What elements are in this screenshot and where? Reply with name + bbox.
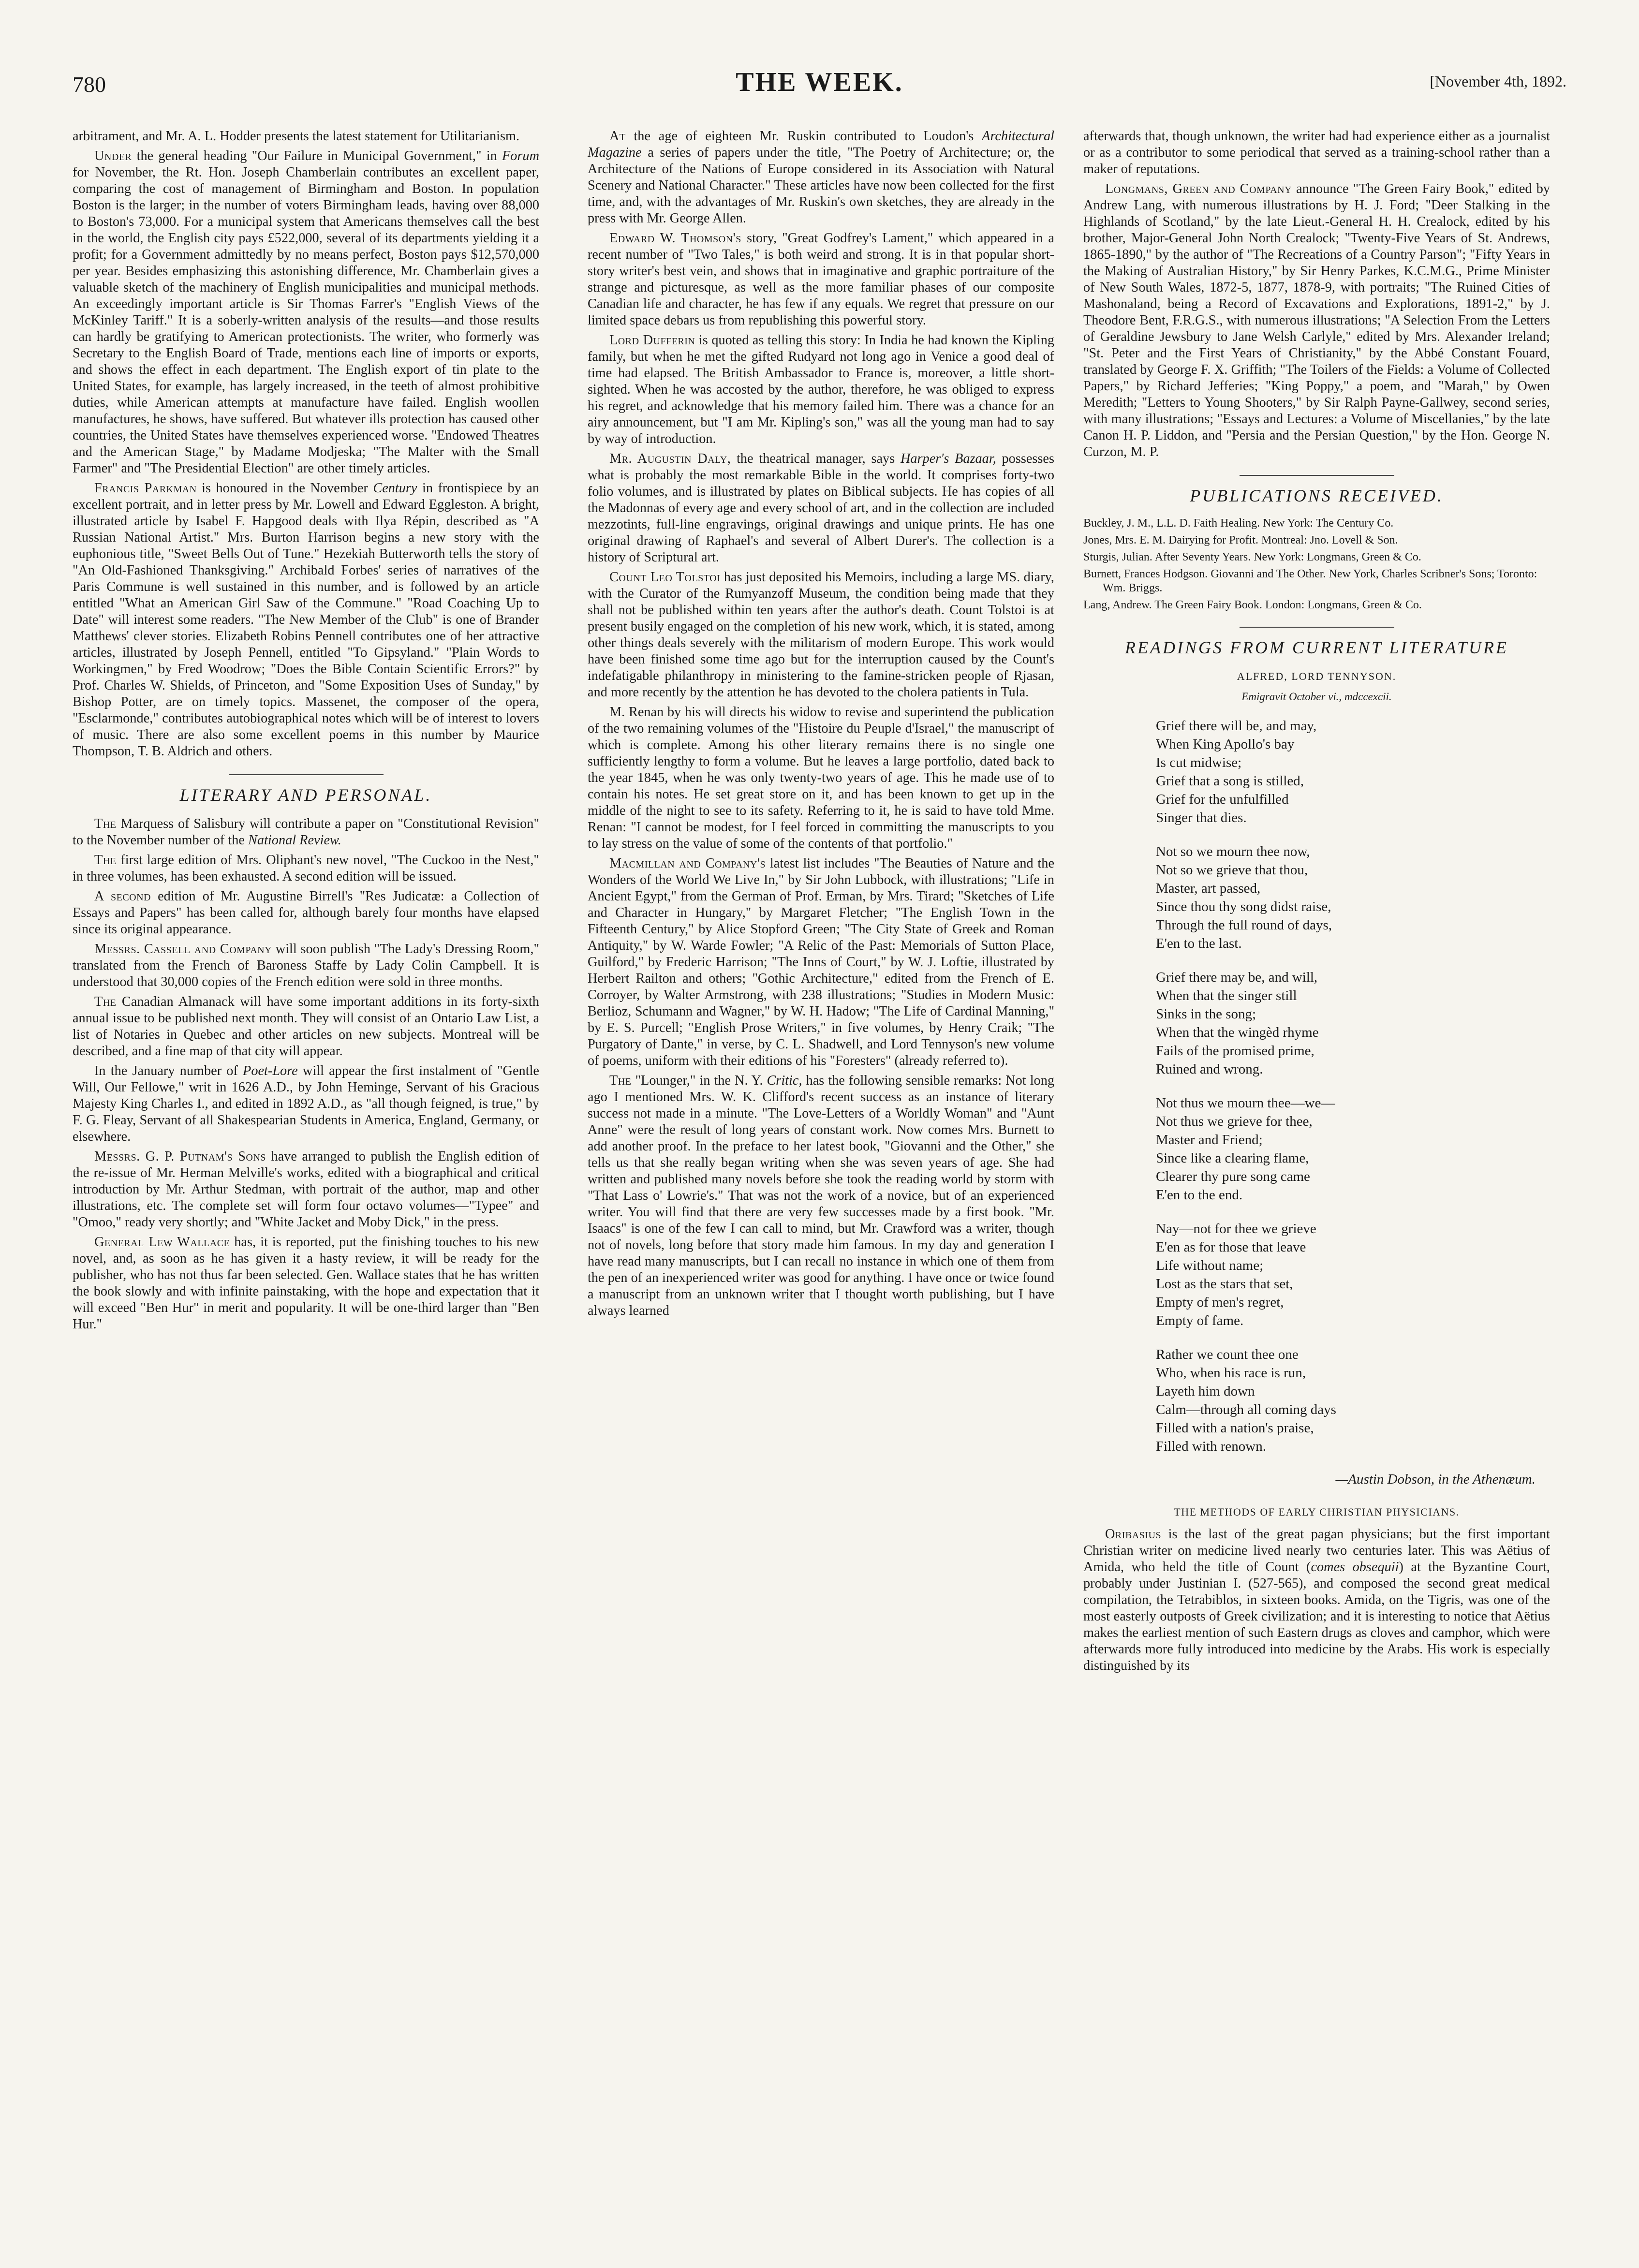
- section-heading-publications: PUBLICATIONS RECEIVED.: [1190, 486, 1444, 505]
- poem-stanza: Grief there will be, and may, When King Apollo's bay Is cut midwise; Grief that a song is stilled, Grief for the unfulfilled Singer that dies.: [1156, 718, 1317, 825]
- paragraph: In the January number of Poet-Lore will appear the first instalment of "Gentle Will, Our Fellowe," writ in 1626 A.D., by John Heminge, Servant of his Gracious Majesty King Charles I., and edited in 1892 A.D., as "all though feigned, is true," by F. G. Fleay, Servant of all Shakespearian Students in America, England, Germany, or elsewhere.: [73, 1063, 539, 1144]
- paragraph: Edward W. Thomson's story, "Great Godfrey's Lament," which appeared in a recent number of "Two Tales," is both weird and strong. It is in that popular short-story writer's best vein, and shows that in imaginative and graphic portraiture of the strange and picturesque, as well as the more familiar phases of our composite Canadian life and character, he has few if any equals. We regret that pressure on our limited space debars us from republishing this powerful story.: [588, 231, 1054, 328]
- poem-stanza: Not so we mourn thee now, Not so we grieve that thou, Master, art passed, Since thou thy song didst raise, Through the full round of days, E'en to the last.: [1156, 844, 1332, 951]
- divider: [1240, 475, 1394, 476]
- divider: [1240, 627, 1394, 628]
- paragraph: Messrs. Cassell and Company will soon publish "The Lady's Dressing Room," translated from the French of Baroness Staffe by Lady Colin Campbell. It is understood that 30,000 copies of the French edition were sold in three months.: [73, 942, 539, 989]
- paragraph: Under the general heading "Our Failure in Municipal Government," in Forum for November, the Rt. Hon. Joseph Chamberlain contributes an excellent paper, comparing the cost of management of Birmingham and Boston. In population Boston is the larger; in the number of voters Birmingham leads, having over 88,000 to Boston's 73,000. For a municipal system that Americans themselves call the best in the world, the English city pays £522,000, several of its departments yielding it a profit; for a Government admittedly by no means perfect, Boston pays $12,570,000 per year. Besides emphasizing this astonishing difference, Mr. Chamberlain gives a valuable sketch of the machinery of English municipalities and municipal methods. An exceedingly important article is Sir Thomas Farrer's "English Views of the McKinley Tariff." It is a soberly-written analysis of the results—and those results can hardly be gratifying to American protectionists. The writer, who formerly was Secretary to the English Board of Trade, mentions each line of imports or exports, and shows the effect in each department. The English export of tin plate to the United States, for example, has largely increased, in the teeth of almost prohibitive duties, while American attempts at manufacture have failed. English woollen manufactures, he shows, have suffered. But whatever ills protection has caused other countries, the United States have themselves experienced worse. "Endowed Theatres and the American Stage," by Madame Modjeska; "The Malter with the Small Farmer" and "The Presidential Election" are other timely articles.: [73, 148, 539, 476]
- section-heading: LITERARY AND PERSONAL.: [179, 785, 432, 805]
- paragraph: The Marquess of Salisbury will contribute a paper on "Constitutional Revision" to the November number of the National Review.: [73, 816, 539, 848]
- poem-stanza: Not thus we mourn thee—we— Not thus we grieve for thee, Master and Friend; Since like a clearing flame, Clearer thy pure song came E'en to the end.: [1156, 1095, 1335, 1203]
- paragraph: Messrs. G. P. Putnam's Sons have arranged to publish the English edition of the re-issue of Mr. Herman Melville's works, edited with a biographical and critical introduction by Mr. Arthur Stedman, with portrait of the author, map and other illustrations, etc. The complete set will form four octavo volumes—"Typee" and "Omoo," ready very shortly; and "White Jacket and Moby Dick," in the press.: [73, 1149, 539, 1230]
- paragraph: The Canadian Almanack will have some important additions in its forty-sixth annual issue to be published next month. They will consist of an Ontario Law List, a list of Notaries in Quebec and other articles on new subjects. Montreal will be described, and a fine map of that city will appear.: [73, 994, 539, 1059]
- paragraph: Lord Dufferin is quoted as telling this story: In India he had known the Kipling family, but when he met the gifted Rudyard not long ago in Venice a good deal of time had elapsed. The British Ambassador to France is, moreover, a little short-sighted. When he was accosted by the author, therefore, he was obliged to express his regret, and acknowledge that his memory failed him. There was a chance for an airy announcement, but "I am Mr. Kipling's son," was all the young man had to say by way of introduction.: [588, 333, 1054, 446]
- article-heading: THE METHODS OF EARLY CHRISTIAN PHYSICIANS.: [1174, 1506, 1460, 1518]
- poem-date: Emigravit October vi., mdccexcii.: [1241, 691, 1392, 703]
- paragraph: afterwards that, though unknown, the writer had had experience either as a journalist or as a contributor to some periodical that served as a training-school rather than a maker of reputations.: [1083, 129, 1550, 177]
- paragraph: Longmans, Green and Company announce "The Green Fairy Book," edited by Andrew Lang, with numerous illustrations by H. J. Ford; "Deer Stalking in the Highlands of Scotland," by the late Lieut.-General H. H. Crealock, edited by his brother, Major-General John North Crealock; "Twenty-Five Years of St. Andrews, 1865-1890," by the author of "The Recreations of a Country Parson"; "Fifty Years in the Making of Australian History," by Sir Henry Parkes, K.C.M.G., Prime Minister of New South Wales, 1872-5, 1877, 1878-9, with portraits; "The Ruined Cities of Mashonaland, being a Record of Excavations and Explorations, 1891-2," by J. Theodore Bent, F.R.G.S., with numerous illustrations; "A Selection From the Letters of Geraldine Jewsbury to Jane Welsh Carlyle," edited by Mrs. Alexander Ireland; "St. Peter and the First Years of Christianity," by the Abbé Constant Fouard, translated by George F. X. Griffith; "The Toilers of the Fields: a Volume of Collected Papers," by Richard Jefferies; "King Poppy," a poem, and "Marah," by Owen Meredith; "Letters to Young Shooters," by Sir Ralph Payne-Gallwey, second series, with many illustrations; "Essays and Lectures: a Volume of Miscellanies," by the late Canon H. P. Liddon, and "Persia and the Persian Question," by the Hon. George N. Curzon, M. P.: [1083, 181, 1550, 459]
- column-2: [588, 128, 1054, 2251]
- paragraph: The first large edition of Mrs. Oliphant's new novel, "The Cuckoo in the Nest," in three volumes, has been exhausted. A second edition will be issued.: [73, 853, 539, 884]
- paragraph: M. Renan by his will directs his widow to revise and superintend the publication of the two remaining volumes of the "Histoire du Peuple d'Israel," the manuscript of which is complete. Among his other literary remains there is no single one sufficiently lengthy to form a volume. But he leaves a large portfolio, dated back to the year 1845, when he was only twenty-two years of age. This he made use of to contain his notes. He set great store on it, and has been known to get up in the middle of the night to see to its safety. Referring to it, he is said to have told Mme. Renan: "I cannot be modest, for I feel forced in committing the manuscripts to you to lay stress on the value of some of the contents of that portfolio.": [588, 705, 1054, 851]
- list-item: Lang, Andrew. The Green Fairy Book. London: Longmans, Green & Co.: [1083, 599, 1422, 611]
- issue-date: [November 4th, 1892.: [1430, 73, 1566, 90]
- poem-stanza: Rather we count thee one Who, when his race is run, Layeth him down Calm—through all coming days Filled with a nation's praise, Filled with renown.: [1156, 1347, 1336, 1454]
- page-number: 780: [73, 72, 106, 97]
- paragraph: Mr. Augustin Daly, the theatrical manager, says Harper's Bazaar, possesses what is probably the most remarkable Bible in the world. It comprises forty-two folio volumes, and is illustrated by plates on Biblical subjects. He has copies of all the Madonnas of every age and every school of art, and in the collection are included mezzotints, full-line engravings, original drawings and unique prints. He has one original drawing of Raphael's and several of Albert Durer's. The collection is a history of Scriptural art.: [588, 451, 1054, 565]
- poem-attribution: —Austin Dobson, in the Athenæum.: [1335, 1472, 1536, 1487]
- poem-stanza: Nay—not for thee we grieve E'en as for those that leave Life without name; Lost as the stars that set, Empty of men's regret, Empty of fame.: [1156, 1221, 1316, 1328]
- paragraph: The "Lounger," in the N. Y. Critic, has the following sensible remarks: Not long ago I mentioned Mrs. W. K. Clifford's recent success as an instance of literary success not made in a minute. "The Love-Letters of a Worldly Woman" and "Aunt Anne" were the result of long years of constant work. Now comes Mrs. Burnett to add another proof. In the preface to her latest book, "Giovanni and the Other," she tells us that she really began writing when she was seven years of age. She had written and published many novels before she took the reading world by storm with "That Lass o' Lowrie's." That was not the work of a novice, but of an experienced writer. You will find that there are very few successes made by a first book. "Mr. Isaacs" is one of the few I can call to mind, but Mr. Crawford was a writer, though not of novels, long before that story made him famous. In my day and generation I have read many manuscripts, but I can recall no instance in which one of them from the pen of an inexperienced writer was good for anything. I have once or twice found a manuscript from an unknown writer that I thought worth publishing, but I have always learned: [588, 1073, 1054, 1318]
- poem-title: ALFRED, LORD TENNYSON.: [1237, 670, 1397, 682]
- paragraph: A second edition of Mr. Augustine Birrell's "Res Judicatæ: a Collection of Essays and Papers" has been called for, although barely four months have elapsed since its original appearance.: [73, 889, 539, 937]
- paragraph: General Lew Wallace has, it is reported, put the finishing touches to his new novel, and, as soon as he has given it a hasty review, it will be ready for the publisher, who has not thus far been selected. Gen. Wallace states that he has written the book slowly and with infinite painstaking, with the hope and expectation that it will exceed "Ben Hur" in merit and popularity. It will be one-third larger than "Ben Hur.": [73, 1235, 539, 1332]
- paragraph: At the age of eighteen Mr. Ruskin contributed to Loudon's Architectural Magazine a series of papers under the title, "The Poetry of Architecture; or, the Architecture of the Nations of Europe considered in its Association with Natural Scenery and National Character." These articles have now been collected for the first time, and, with the advantages of Mr. Ruskin's own sketches, they are already in the press with Mr. George Allen.: [588, 129, 1054, 226]
- list-item: Jones, Mrs. E. M. Dairying for Profit. Montreal: Jno. Lovell & Son.: [1083, 534, 1398, 546]
- paragraph: Count Leo Tolstoi has just deposited his Memoirs, including a large MS. diary, with the Curator of the Rumyanzoff Museum, the condition being made that they shall not be published within ten years after the author's death. Count Tolstoi is at present busily engaged on the completion of his new work, which, it is stated, among other things deals severely with the militarism of modern Europe. This work would have been finished some time ago but for the interruption caused by the Count's indefatigable philanthropy in ministering to the famine-stricken people of Rjasan, and more recently by the attention he has devoted to the cholera patients in Tula.: [588, 570, 1054, 700]
- page-header: [73, 25, 1566, 98]
- paragraph: Oribasius is the last of the great pagan physicians; but the first important Christian writer on medicine lived nearly two centuries later. This was Aëtius of Amida, who held the title of Count (comes obsequii) at the Byzantine Court, probably under Justinian I. (527-565), and composed the second great medical compilation, the Tetrabiblos, in sixteen books. Amida, on the Tigris, was one of the most easterly outposts of Greek civilization; and it is interesting to notice that Aëtius makes the earliest mention of such Eastern drugs as cloves and camphor, which were afterwards more fully introduced into medicine by the Arabs. His work is especially distinguished by its: [1083, 1527, 1550, 1673]
- column-3: [1083, 128, 1550, 2251]
- masthead-title: THE WEEK.: [736, 67, 903, 97]
- column-1: [73, 128, 539, 2251]
- divider: [229, 774, 384, 775]
- poem-stanza: Grief there may be, and will, When that the singer still Sinks in the song; When that the wingèd rhyme Fails of the promised prime, Ruined and wrong.: [1156, 970, 1319, 1077]
- list-item: Burnett, Frances Hodgson. Giovanni and The Other. New York, Charles Scribner's Sons; Toronto: Wm. Briggs.: [1083, 568, 1537, 594]
- section-heading-readings: READINGS FROM CURRENT LITERATURE: [1125, 638, 1508, 657]
- paragraph: arbitrament, and Mr. A. L. Hodder presents the latest statement for Utilitarianism.: [73, 129, 520, 144]
- list-item: Buckley, J. M., L.L. D. Faith Healing. New York: The Century Co.: [1083, 517, 1394, 530]
- paragraph: Macmillan and Company's latest list includes "The Beauties of Nature and the Wonders of the World We Live In," by Sir John Lubbock, with illustrations; "Life in Ancient Egypt," from the German of Prof. Erman, by Mrs. Tirard; "Sketches of Life and Character in Hungary," by Margaret Fletcher; "The English Town in the Fifteenth Century," by Alice Stopford Green; "The City State of Greek and Roman Antiquity," by W. Warde Fowler; "A Relic of the Past: Memorials of Sutton Place, Guilford," by Frederic Harrison; "The Inns of Court," by W. J. Loftie, illustrated by Herbert Railton and others; "Gothic Architecture," edited from the French of E. Corroyer, by Walter Armstrong, with 238 illustrations; "Studies in Modern Music: Berlioz, Schumann and Wagner," by W. H. Hadow; "The Life of Cardinal Manning," by E. S. Purcell; "English Prose Writers," in five volumes, by Henry Craik; "The Purgatory of Dante," in verse, by C. L. Shadwell, and Lord Tennyson's new volume of poems, uniform with their editions of his "Foresters" (already referred to).: [588, 856, 1054, 1068]
- list-item: Sturgis, Julian. After Seventy Years. New York: Longmans, Green & Co.: [1083, 551, 1421, 563]
- paragraph: Francis Parkman is honoured in the November Century in frontispiece by an excellent portrait, and in letter press by Mr. Lowell and Edward Eggleston. A bright, illustrated article by Isabel F. Hapgood deals with Ilya Répin, described as "A Russian National Artist." Mrs. Burton Harrison begins a new story with the euphonious title, "Sweet Bells Out of Tune." Hezekiah Butterworth tells the story of "An Old-Fashioned Thanksgiving." Archibald Forbes' series of narratives of the Paris Commune is well sustained in this number, and is followed by an article entitled "What an American Girl Saw of the Commune." "Road Coaching Up to Date" will interest some readers. "The New Member of the Club" is one of Brander Matthews' clever stories. Elizabeth Robins Pennell contributes one of her attractive articles, illustrated by Joseph Pennell, entitled "To Gipsyland." "Plain Words to Workingmen," by Fred Woodrow; "Does the Bible Contain Scientific Errors?" by Prof. Charles W. Shields, of Princeton, and "Some Exposition Uses of Sunday," by Bishop Potter, are on timely topics. Massenet, the composer of the opera, "Esclarmonde," contributes autobiographical notes which will be of interest to lovers of music. There are also some excellent poems in this number by Maurice Thompson, T. B. Aldrich and others.: [73, 481, 539, 759]
- publications-list: [1083, 516, 1550, 612]
